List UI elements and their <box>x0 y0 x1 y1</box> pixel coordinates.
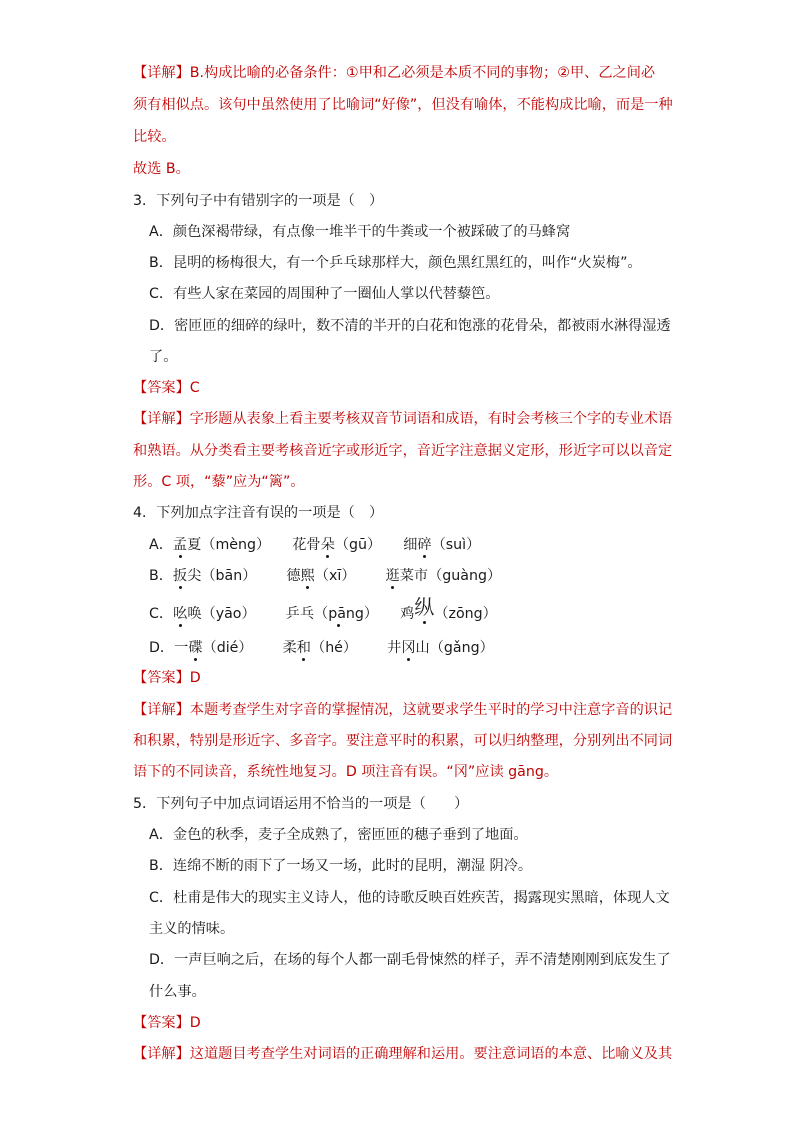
option-c: C．有些人家在菜园的周围种了一圈仙人掌以代替藜笆。 <box>149 286 500 302</box>
option-b: B．扳尖（bān） 德熙（xī） 逛菜市（guàng） <box>149 568 502 584</box>
answer-tag: 【答案】 <box>133 380 190 396</box>
dotted-char: 吆 <box>173 606 188 622</box>
answer-tag: 【答案】 <box>133 1015 190 1031</box>
dotted-char: 逛 <box>385 568 400 584</box>
explanation-tag: 【详解】 <box>133 702 190 718</box>
dotted-char: 乓（pāng） <box>299 606 379 622</box>
choice-conclusion: 故选 B。 <box>133 161 190 177</box>
dotted-char: 朵 <box>320 537 335 553</box>
option-c: C．杜甫是伟大的现实主义诗人，他的诗歌反映百姓疾苦，揭露现实黑暗，体现人文 <box>149 890 670 906</box>
dotted-char: 孟 <box>172 537 188 553</box>
explanation-line: 【详解】这道题目考查学生对词语的正确理解和运用。要注意词语的本意、比喻义及其 <box>133 1046 673 1062</box>
explanation-tag: 【详解】 <box>133 1046 190 1062</box>
answer-tag: 【答案】 <box>133 670 190 686</box>
dotted-char: 熙 <box>300 568 315 584</box>
option-d: D．密匝匝的细碎的绿叶，数不清的半开的白花和饱涨的花骨朵，都被雨水淋得湿透 <box>149 318 671 334</box>
option-d-continuation: 了。 <box>149 349 178 365</box>
option-c-continuation: 主义的情味。 <box>149 921 235 937</box>
question-3: 3．下列句子中有错别字的一项是（ ） <box>133 193 384 209</box>
dotted-char: 碎 <box>417 537 432 553</box>
answer-value: D <box>189 1015 201 1031</box>
option-a: A．金色的秋季，麦子全成熟了，密匝匝的穗子垂到了地面。 <box>149 827 528 843</box>
dotted-char: 碟 <box>188 640 203 656</box>
option-b: B．昆明的杨梅很大，有一个乒乓球那样大，颜色黑红黑红的，叫作“火炭梅”。 <box>149 255 642 271</box>
option-b: B．连绵不断的雨下了一场又一场，此时的昆明，潮湿 阴冷。 <box>149 858 533 874</box>
explanation-line: 比较。 <box>133 129 176 145</box>
option-d-continuation: 什么事。 <box>149 984 206 1000</box>
option-a: A．颜色深褐带绿，有点像一堆半干的牛粪或一个被踩破了的马蜂窝 <box>149 224 571 240</box>
option-a: A．孟夏（mèng） 花骨朵（gū） 细碎（suì） <box>149 537 481 553</box>
explanation-tag: 【详解】 <box>133 411 190 427</box>
option-c: C．吆唤（yāo） 乒乓（pāng） 鸡纵（zōng） <box>149 595 497 622</box>
option-d: D．一声巨响之后，在场的每个人都一副毛骨悚然的样子，弄不清楚刚刚到底发生了 <box>149 952 671 968</box>
dotted-char: 纵 <box>414 595 435 619</box>
answer-line <box>133 378 200 398</box>
explanation-line: 语下的不同读音，系统性地复习。D 项注音有误。“冈”应读 gāng。 <box>133 764 559 780</box>
dotted-char: 冈 <box>401 640 416 656</box>
answer-line <box>133 668 201 688</box>
option-d: D．一碟（dié） 柔和（hé） 井冈山（gǎng） <box>149 640 494 656</box>
answer-value: C <box>189 380 200 396</box>
dotted-char: 扳 <box>172 568 188 584</box>
explanation-tag: 【详解】 <box>133 65 190 81</box>
explanation-line: 须有相似点。该句中虽然使用了比喻词“好像”，但没有喻体，不能构成比喻，而是一种 <box>133 97 673 113</box>
explanation-line: 【详解】B.构成比喻的必备条件：①甲和乙必须是本质不同的事物；②甲、乙之间必 <box>133 65 656 81</box>
dotted-char: 和 <box>296 640 311 656</box>
explanation-line: 【详解】本题考查学生对字音的掌握情况，这就要求学生平时的学习中注意字音的识记 <box>133 702 673 718</box>
answer-value: D <box>189 670 201 686</box>
answer-line <box>133 1013 201 1033</box>
explanation-line: 【详解】字形题从表象上看主要考核双音节词语和成语，有时会考核三个字的专业术语 <box>133 411 673 427</box>
explanation-line: 和积累，特别是形近字、多音字。要注意平时的积累，可以归纳整理，分别列出不同词 <box>133 733 673 749</box>
question-4: 4．下列加点字注音有误的一项是（ ） <box>133 505 384 521</box>
explanation-line: 和熟语。从分类看主要考核音近字或形近字，音近字注意据义定形，形近字可以以音定 <box>133 443 673 459</box>
question-5: 5．下列句子中加点词语运用不恰当的一项是（ ） <box>133 796 469 812</box>
explanation-line: 形。C 项，“藜”应为“篱”。 <box>133 474 305 490</box>
